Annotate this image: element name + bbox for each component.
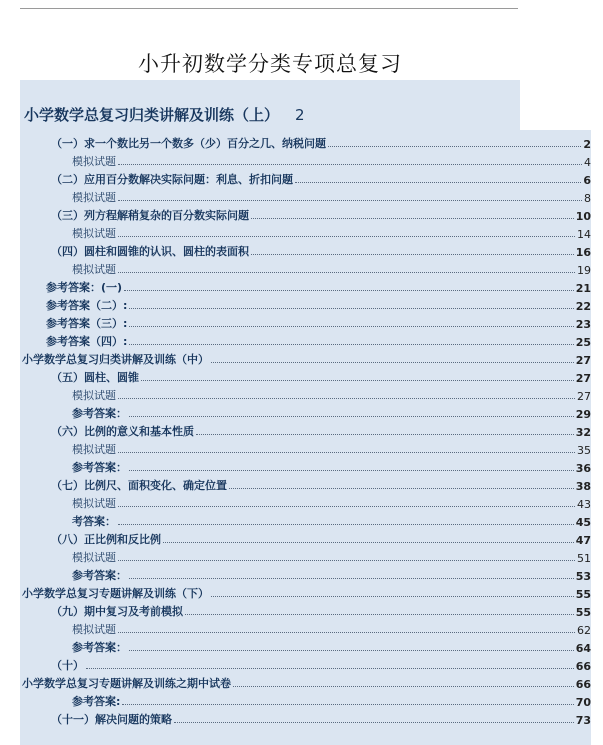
toc-entry[interactable] — [20, 277, 591, 295]
toc-entry-page: 6 — [583, 174, 591, 187]
toc-entry-page: 27 — [575, 354, 591, 367]
toc-leader-dots — [129, 650, 574, 651]
toc-entry-page: 62 — [577, 624, 591, 637]
toc-entry-page: 51 — [577, 552, 591, 565]
toc-leader-dots — [211, 596, 574, 597]
toc-leader-dots — [233, 686, 574, 687]
toc-leader-dots — [118, 452, 575, 453]
toc-entry-page: 66 — [575, 660, 591, 673]
toc-entry-page: 14 — [577, 228, 591, 241]
toc-entry[interactable] — [20, 529, 591, 547]
toc-entry-page: 2 — [583, 138, 591, 151]
toc-leader-dots — [122, 704, 573, 705]
toc-leader-dots — [196, 434, 574, 435]
toc-entry[interactable] — [20, 151, 591, 169]
toc-entry-label: 模拟试题 — [72, 497, 116, 510]
toc-entry-page: 35 — [577, 444, 591, 457]
toc-entry[interactable] — [20, 691, 591, 709]
toc-leader-dots — [174, 722, 574, 723]
toc-leader-dots — [118, 506, 575, 507]
toc-leader-dots — [251, 254, 574, 255]
toc-entry[interactable] — [20, 673, 591, 691]
toc-entry-page: 19 — [577, 264, 591, 277]
toc-entry-page: 73 — [575, 714, 591, 727]
toc-entry-label: （八）正比例和反比例 — [51, 533, 161, 546]
toc-entry-page: 70 — [575, 696, 591, 709]
toc-entry[interactable] — [20, 637, 591, 655]
toc-entry[interactable] — [20, 709, 591, 727]
toc-leader-dots — [118, 632, 575, 633]
toc-entry-page: 27 — [575, 372, 591, 385]
toc-entry-label: 模拟试题 — [72, 155, 116, 168]
toc-leader-dots — [328, 146, 581, 147]
toc-entry-label: 模拟试题 — [72, 551, 116, 564]
toc-entry-label: 模拟试题 — [72, 389, 116, 402]
toc-entry[interactable] — [20, 331, 591, 349]
toc-entry-label: 参考答案（四）: — [46, 335, 128, 348]
toc-entry-page: 36 — [575, 462, 591, 475]
toc-entry-label: （七）比例尺、面积变化、确定位置 — [51, 479, 227, 492]
toc-entry-page: 64 — [575, 642, 591, 655]
toc-entry-page: 8 — [584, 192, 591, 205]
toc-entry-label: 小学数学总复习专题讲解及训练（下） — [22, 587, 209, 600]
toc-entry-page: 66 — [575, 678, 591, 691]
toc-leader-dots — [129, 344, 573, 345]
toc-heading-label: 小学数学总复习归类讲解及训练（上） — [24, 106, 280, 124]
toc-entry[interactable] — [20, 601, 591, 619]
toc-entry[interactable] — [20, 385, 591, 403]
toc-entry[interactable] — [20, 457, 591, 475]
toc-entry-label: 模拟试题 — [72, 227, 116, 240]
toc-leader-dots — [118, 236, 575, 237]
toc-leader-dots — [185, 614, 574, 615]
toc-entry-label: （二）应用百分数解决实际问题：利息、折扣问题 — [51, 173, 293, 186]
toc-entry-page: 55 — [575, 588, 591, 601]
toc-entry[interactable] — [20, 133, 591, 151]
toc-leader-dots — [124, 290, 574, 291]
toc-entry-label: 模拟试题 — [72, 443, 116, 456]
toc-entry-label: （一）求一个数比另一个数多（少）百分之几、纳税问题 — [51, 137, 326, 150]
toc-entry[interactable] — [20, 295, 591, 313]
toc-entry-page: 45 — [575, 516, 591, 529]
toc-entry[interactable] — [20, 439, 591, 457]
toc-heading-page: 2 — [295, 106, 305, 124]
toc-heading-upper[interactable] — [24, 104, 305, 125]
toc-leader-dots — [118, 524, 574, 525]
toc-leader-dots — [118, 398, 575, 399]
toc-entry-label: 参考答案（二）: — [46, 299, 128, 312]
toc-entry-label: 参考答案： — [72, 407, 127, 420]
toc-entry[interactable] — [20, 493, 591, 511]
toc-leader-dots — [211, 362, 574, 363]
toc-entry-label: （十一）解决问题的策略 — [51, 713, 172, 726]
toc-entry[interactable] — [20, 583, 591, 601]
toc-entry-page: 53 — [575, 570, 591, 583]
toc-entry-label: 小学数学总复习归类讲解及训练（中） — [22, 353, 209, 366]
toc-entry-label: 参考答案：(一) — [46, 281, 123, 294]
toc-entry-label: 小学数学总复习专题讲解及训练之期中试卷 — [22, 677, 231, 690]
toc-leader-dots — [129, 470, 574, 471]
toc-leader-dots — [251, 218, 574, 219]
toc-entry[interactable] — [20, 205, 591, 223]
toc-leader-dots — [141, 380, 574, 381]
toc-entry-page: 29 — [575, 408, 591, 421]
toc-entry[interactable] — [20, 241, 591, 259]
toc-entry-label: 模拟试题 — [72, 191, 116, 204]
toc-entry-label: 模拟试题 — [72, 263, 116, 276]
header-rule — [20, 8, 518, 9]
toc-entry-page: 10 — [575, 210, 591, 223]
toc-entry[interactable] — [20, 475, 591, 493]
toc-entry-label: （四）圆柱和圆锥的认识、圆柱的表面积 — [51, 245, 249, 258]
toc-entry-page: 38 — [575, 480, 591, 493]
toc-entry[interactable] — [20, 547, 591, 565]
document-title: 小升初数学分类专项总复习 — [138, 52, 402, 76]
toc-leader-dots — [295, 182, 581, 183]
toc-entry[interactable] — [20, 619, 591, 637]
toc-entry-page: 21 — [575, 282, 591, 295]
toc-entry[interactable] — [20, 313, 591, 331]
toc-entry-page: 27 — [577, 390, 591, 403]
toc-entry-label: 参考答案: — [72, 695, 121, 708]
toc-entry-label: （十） — [51, 659, 84, 672]
toc-entry-label: 考答案： — [72, 515, 116, 528]
toc-entry[interactable] — [20, 349, 591, 367]
toc-entry[interactable] — [20, 565, 591, 583]
toc-entry-page: 43 — [577, 498, 591, 511]
toc-leader-dots — [229, 488, 574, 489]
toc-entry-label: （九）期中复习及考前模拟 — [51, 605, 183, 618]
toc-leader-dots — [129, 416, 574, 417]
toc-entry-label: 参考答案（三）: — [46, 317, 128, 330]
table-of-contents — [20, 133, 591, 727]
toc-leader-dots — [163, 542, 574, 543]
toc-entry-page: 47 — [575, 534, 591, 547]
toc-entry-label: 模拟试题 — [72, 623, 116, 636]
toc-leader-dots — [129, 578, 574, 579]
toc-entry[interactable] — [20, 169, 591, 187]
toc-entry-page: 32 — [575, 426, 591, 439]
toc-entry[interactable] — [20, 421, 591, 439]
toc-entry-page: 23 — [575, 318, 591, 331]
toc-entry[interactable] — [20, 403, 591, 421]
toc-leader-dots — [118, 200, 582, 201]
toc-entry-page: 16 — [575, 246, 591, 259]
toc-entry-label: 参考答案： — [72, 641, 127, 654]
toc-leader-dots — [129, 308, 573, 309]
toc-entry-page: 25 — [575, 336, 591, 349]
toc-entry[interactable] — [20, 367, 591, 385]
toc-entry[interactable] — [20, 259, 591, 277]
toc-entry-label: （三）列方程解稍复杂的百分数实际问题 — [51, 209, 249, 222]
toc-entry-label: （五）圆柱、圆锥 — [51, 371, 139, 384]
toc-entry[interactable] — [20, 511, 591, 529]
toc-entry-label: 参考答案： — [72, 461, 127, 474]
toc-leader-dots — [118, 560, 575, 561]
toc-entry-label: 参考答案： — [72, 569, 127, 582]
toc-entry[interactable] — [20, 187, 591, 205]
toc-leader-dots — [118, 164, 582, 165]
toc-entry-label: （六）比例的意义和基本性质 — [51, 425, 194, 438]
toc-entry[interactable] — [20, 655, 591, 673]
toc-entry-page: 4 — [584, 156, 591, 169]
toc-entry-page: 22 — [575, 300, 591, 313]
toc-entry-page: 55 — [575, 606, 591, 619]
toc-entry[interactable] — [20, 223, 591, 241]
toc-leader-dots — [129, 326, 573, 327]
toc-leader-dots — [118, 272, 575, 273]
toc-leader-dots — [86, 668, 574, 669]
